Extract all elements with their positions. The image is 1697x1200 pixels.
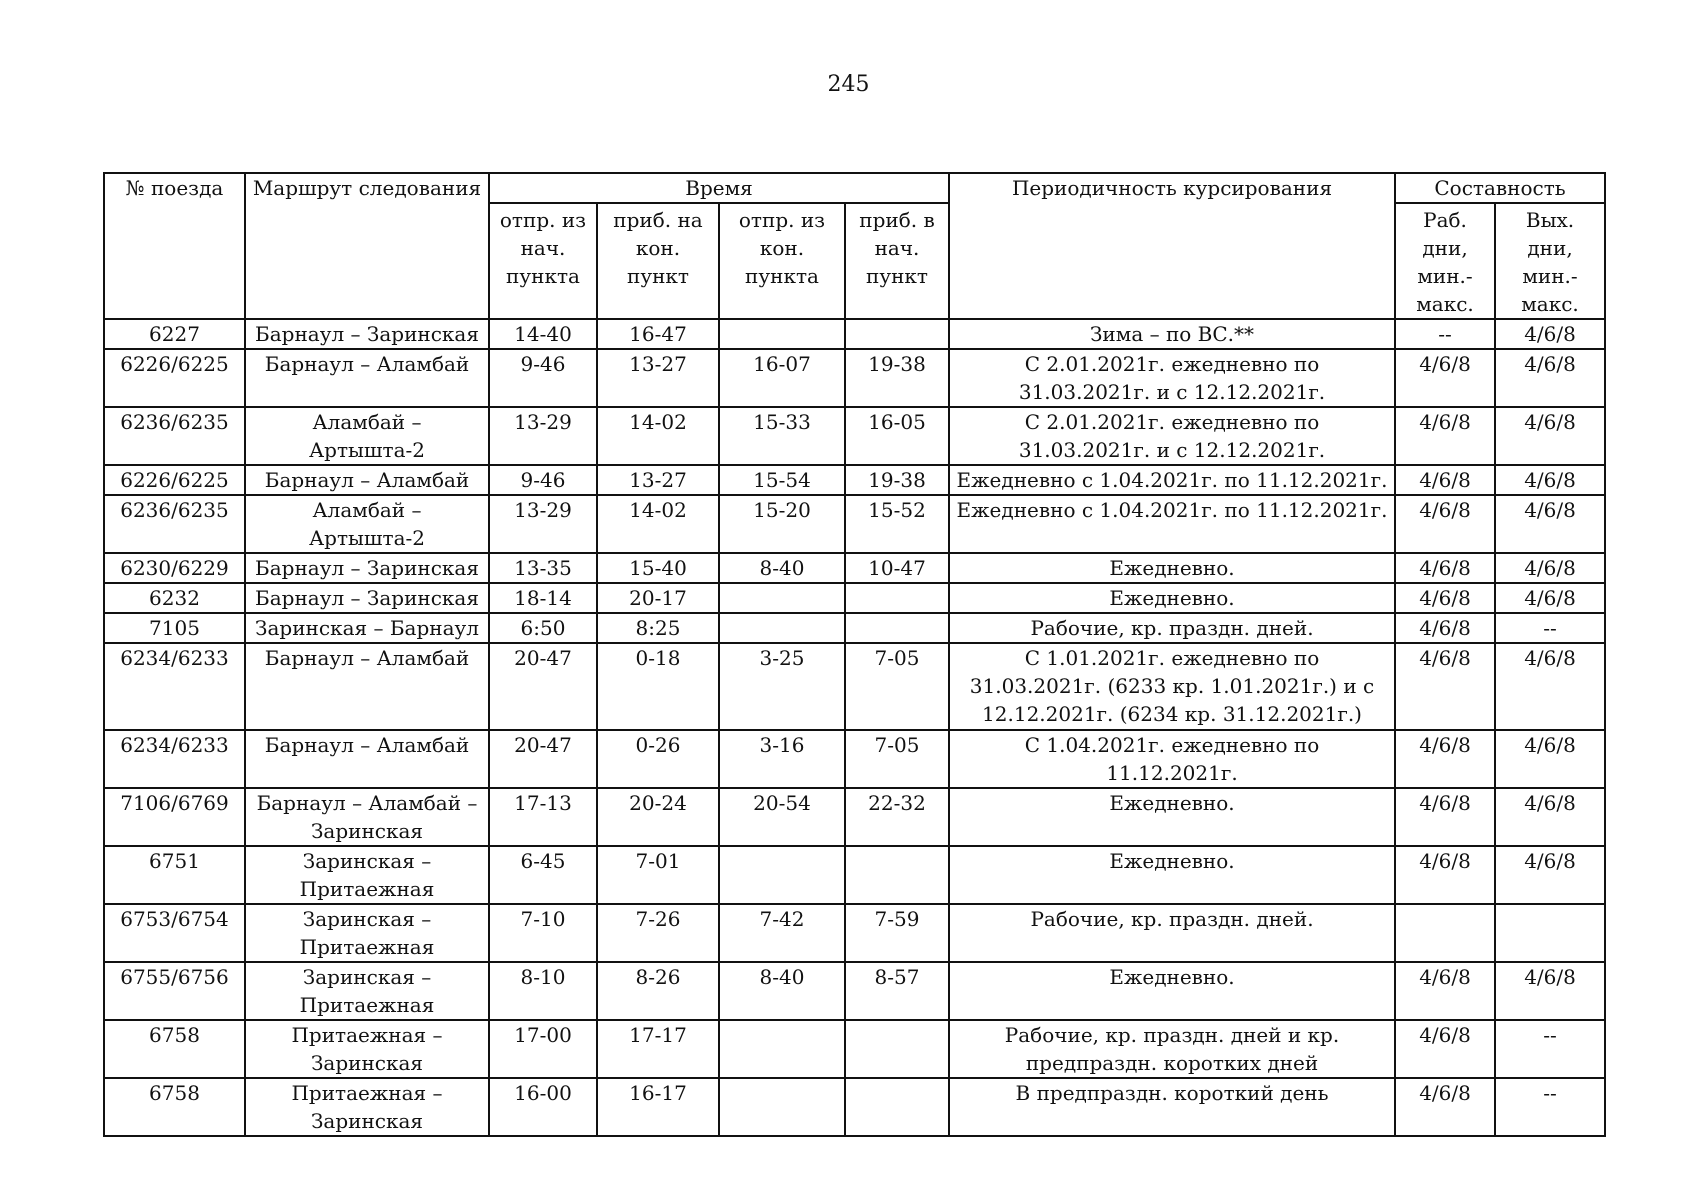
cell-weekend-composition: -- xyxy=(1495,1020,1605,1078)
cell-departure-origin: 16-00 xyxy=(489,1078,597,1136)
cell-weekend-composition xyxy=(1495,904,1605,962)
cell-periodicity: Рабочие, кр. праздн. дней. xyxy=(949,904,1395,962)
cell-arrival-destination: 8:25 xyxy=(597,613,719,643)
cell-arrival-destination: 20-24 xyxy=(597,788,719,846)
cell-arrival-origin: 10-47 xyxy=(845,553,949,583)
header-workdays-composition: Раб. дни, мин.-макс. xyxy=(1395,203,1495,319)
cell-train-no: 7105 xyxy=(104,613,245,643)
cell-train-no: 6226/6225 xyxy=(104,349,245,407)
cell-periodicity: Рабочие, кр. праздн. дней. xyxy=(949,613,1395,643)
table-row xyxy=(104,1078,1605,1136)
cell-train-no: 6758 xyxy=(104,1020,245,1078)
cell-weekend-composition: 4/6/8 xyxy=(1495,465,1605,495)
cell-departure-destination: 3-16 xyxy=(719,730,845,788)
cell-route: Заринская – Притаежная xyxy=(245,962,489,1020)
table-row xyxy=(104,407,1605,465)
cell-departure-destination xyxy=(719,846,845,904)
table-row xyxy=(104,319,1605,349)
cell-arrival-destination: 0-26 xyxy=(597,730,719,788)
cell-periodicity: С 1.01.2021г. ежедневно по 31.03.2021г. (6233 кр. 1.01.2021г.) и с 12.12.2021г. (6234 кр. 31.12.2021г.) xyxy=(949,643,1395,730)
cell-weekend-composition: -- xyxy=(1495,1078,1605,1136)
cell-route: Барнаул – Аламбай xyxy=(245,730,489,788)
cell-workdays-composition: 4/6/8 xyxy=(1395,1078,1495,1136)
cell-weekend-composition: 4/6/8 xyxy=(1495,349,1605,407)
cell-departure-origin: 20-47 xyxy=(489,730,597,788)
table-body xyxy=(104,319,1605,1136)
table-row xyxy=(104,788,1605,846)
cell-departure-destination xyxy=(719,1078,845,1136)
cell-weekend-composition: 4/6/8 xyxy=(1495,962,1605,1020)
cell-arrival-destination: 20-17 xyxy=(597,583,719,613)
cell-arrival-destination: 13-27 xyxy=(597,465,719,495)
cell-arrival-destination: 0-18 xyxy=(597,643,719,730)
cell-departure-origin: 17-00 xyxy=(489,1020,597,1078)
cell-departure-destination: 20-54 xyxy=(719,788,845,846)
cell-departure-origin: 6:50 xyxy=(489,613,597,643)
cell-departure-destination: 8-40 xyxy=(719,962,845,1020)
cell-arrival-destination: 16-17 xyxy=(597,1078,719,1136)
cell-arrival-origin: 7-05 xyxy=(845,730,949,788)
cell-arrival-origin xyxy=(845,846,949,904)
cell-route: Барнаул – Заринская xyxy=(245,553,489,583)
cell-departure-origin: 9-46 xyxy=(489,465,597,495)
header-weekend-composition: Вых. дни, мин.-макс. xyxy=(1495,203,1605,319)
cell-arrival-origin xyxy=(845,583,949,613)
cell-route: Аламбай – Артышта-2 xyxy=(245,495,489,553)
cell-workdays-composition: 4/6/8 xyxy=(1395,643,1495,730)
cell-route: Аламбай – Артышта-2 xyxy=(245,407,489,465)
cell-train-no: 6226/6225 xyxy=(104,465,245,495)
cell-arrival-origin: 8-57 xyxy=(845,962,949,1020)
cell-arrival-destination: 7-26 xyxy=(597,904,719,962)
table-row xyxy=(104,349,1605,407)
cell-periodicity: Ежедневно с 1.04.2021г. по 11.12.2021г. xyxy=(949,495,1395,553)
cell-arrival-origin xyxy=(845,319,949,349)
header-departure-destination: отпр. из кон. пункта xyxy=(719,203,845,319)
cell-arrival-origin: 7-59 xyxy=(845,904,949,962)
cell-departure-origin: 18-14 xyxy=(489,583,597,613)
cell-route: Барнаул – Заринская xyxy=(245,319,489,349)
cell-periodicity: В предпраздн. короткий день xyxy=(949,1078,1395,1136)
cell-arrival-destination: 15-40 xyxy=(597,553,719,583)
table-row xyxy=(104,1020,1605,1078)
table-row xyxy=(104,613,1605,643)
cell-train-no: 6236/6235 xyxy=(104,407,245,465)
header-route: Маршрут следования xyxy=(245,173,489,319)
header-departure-origin: отпр. из нач. пункта xyxy=(489,203,597,319)
table-row xyxy=(104,643,1605,730)
cell-route: Барнаул – Аламбай xyxy=(245,465,489,495)
cell-periodicity: С 2.01.2021г. ежедневно по 31.03.2021г. и с 12.12.2021г. xyxy=(949,349,1395,407)
table-header xyxy=(104,173,1605,319)
cell-weekend-composition: 4/6/8 xyxy=(1495,643,1605,730)
cell-arrival-destination: 14-02 xyxy=(597,495,719,553)
cell-departure-destination xyxy=(719,1020,845,1078)
cell-departure-destination xyxy=(719,613,845,643)
cell-arrival-origin: 19-38 xyxy=(845,349,949,407)
table-row xyxy=(104,583,1605,613)
cell-periodicity: Рабочие, кр. праздн. дней и кр. предпраздн. коротких дней xyxy=(949,1020,1395,1078)
header-arrival-origin: приб. в нач. пункт xyxy=(845,203,949,319)
cell-departure-destination: 15-20 xyxy=(719,495,845,553)
cell-departure-destination: 15-33 xyxy=(719,407,845,465)
cell-route: Заринская – Притаежная xyxy=(245,846,489,904)
cell-periodicity: Ежедневно. xyxy=(949,553,1395,583)
cell-periodicity: Ежедневно. xyxy=(949,788,1395,846)
cell-arrival-origin xyxy=(845,1020,949,1078)
cell-departure-origin: 13-29 xyxy=(489,407,597,465)
cell-workdays-composition: 4/6/8 xyxy=(1395,553,1495,583)
header-time: Время xyxy=(489,173,949,203)
cell-workdays-composition: 4/6/8 xyxy=(1395,583,1495,613)
cell-route: Притаежная – Заринская xyxy=(245,1078,489,1136)
cell-departure-origin: 8-10 xyxy=(489,962,597,1020)
cell-workdays-composition: 4/6/8 xyxy=(1395,407,1495,465)
cell-weekend-composition: 4/6/8 xyxy=(1495,407,1605,465)
cell-workdays-composition: 4/6/8 xyxy=(1395,730,1495,788)
cell-weekend-composition: 4/6/8 xyxy=(1495,553,1605,583)
cell-departure-destination: 16-07 xyxy=(719,349,845,407)
cell-workdays-composition: 4/6/8 xyxy=(1395,1020,1495,1078)
table-row xyxy=(104,904,1605,962)
cell-workdays-composition: 4/6/8 xyxy=(1395,613,1495,643)
cell-workdays-composition: -- xyxy=(1395,319,1495,349)
cell-weekend-composition: 4/6/8 xyxy=(1495,319,1605,349)
page-number: 245 xyxy=(827,72,870,97)
cell-workdays-composition: 4/6/8 xyxy=(1395,465,1495,495)
cell-workdays-composition: 4/6/8 xyxy=(1395,846,1495,904)
header-composition: Составность xyxy=(1395,173,1605,203)
cell-train-no: 6230/6229 xyxy=(104,553,245,583)
cell-periodicity: Ежедневно. xyxy=(949,846,1395,904)
cell-train-no: 6755/6756 xyxy=(104,962,245,1020)
cell-departure-origin: 14-40 xyxy=(489,319,597,349)
cell-departure-destination xyxy=(719,583,845,613)
cell-arrival-origin: 7-05 xyxy=(845,643,949,730)
table-row xyxy=(104,495,1605,553)
cell-departure-origin: 20-47 xyxy=(489,643,597,730)
cell-train-no: 6234/6233 xyxy=(104,730,245,788)
cell-route: Притаежная – Заринская xyxy=(245,1020,489,1078)
cell-route: Заринская – Притаежная xyxy=(245,904,489,962)
train-schedule-table xyxy=(103,172,1606,1137)
cell-periodicity: Зима – по ВС.** xyxy=(949,319,1395,349)
cell-train-no: 6234/6233 xyxy=(104,643,245,730)
cell-departure-destination xyxy=(719,319,845,349)
cell-departure-destination: 3-25 xyxy=(719,643,845,730)
cell-weekend-composition: 4/6/8 xyxy=(1495,583,1605,613)
cell-route: Барнаул – Аламбай xyxy=(245,349,489,407)
cell-periodicity: Ежедневно. xyxy=(949,962,1395,1020)
cell-weekend-composition: 4/6/8 xyxy=(1495,730,1605,788)
cell-train-no: 6751 xyxy=(104,846,245,904)
table-row xyxy=(104,730,1605,788)
cell-departure-origin: 13-29 xyxy=(489,495,597,553)
cell-departure-destination: 7-42 xyxy=(719,904,845,962)
cell-departure-origin: 7-10 xyxy=(489,904,597,962)
cell-workdays-composition: 4/6/8 xyxy=(1395,495,1495,553)
cell-arrival-destination: 14-02 xyxy=(597,407,719,465)
cell-train-no: 7106/6769 xyxy=(104,788,245,846)
cell-departure-origin: 13-35 xyxy=(489,553,597,583)
cell-arrival-destination: 16-47 xyxy=(597,319,719,349)
cell-weekend-composition: 4/6/8 xyxy=(1495,846,1605,904)
cell-periodicity: Ежедневно. xyxy=(949,583,1395,613)
cell-weekend-composition: -- xyxy=(1495,613,1605,643)
cell-periodicity: С 1.04.2021г. ежедневно по 11.12.2021г. xyxy=(949,730,1395,788)
cell-periodicity: Ежедневно с 1.04.2021г. по 11.12.2021г. xyxy=(949,465,1395,495)
cell-train-no: 6236/6235 xyxy=(104,495,245,553)
cell-periodicity: С 2.01.2021г. ежедневно по 31.03.2021г. и с 12.12.2021г. xyxy=(949,407,1395,465)
cell-arrival-origin: 22-32 xyxy=(845,788,949,846)
cell-train-no: 6227 xyxy=(104,319,245,349)
header-train-no: № поезда xyxy=(104,173,245,319)
cell-arrival-destination: 7-01 xyxy=(597,846,719,904)
cell-route: Заринская – Барнаул xyxy=(245,613,489,643)
cell-arrival-origin: 19-38 xyxy=(845,465,949,495)
table-row xyxy=(104,553,1605,583)
cell-workdays-composition: 4/6/8 xyxy=(1395,349,1495,407)
cell-route: Барнаул – Аламбай xyxy=(245,643,489,730)
cell-arrival-destination: 8-26 xyxy=(597,962,719,1020)
cell-route: Барнаул – Заринская xyxy=(245,583,489,613)
cell-departure-origin: 6-45 xyxy=(489,846,597,904)
table-row xyxy=(104,962,1605,1020)
header-periodicity: Периодичность курсирования xyxy=(949,173,1395,319)
cell-arrival-origin: 16-05 xyxy=(845,407,949,465)
cell-route: Барнаул – Аламбай – Заринская xyxy=(245,788,489,846)
cell-train-no: 6753/6754 xyxy=(104,904,245,962)
cell-workdays-composition xyxy=(1395,904,1495,962)
cell-workdays-composition: 4/6/8 xyxy=(1395,962,1495,1020)
cell-departure-destination: 8-40 xyxy=(719,553,845,583)
cell-arrival-origin xyxy=(845,1078,949,1136)
cell-departure-destination: 15-54 xyxy=(719,465,845,495)
cell-weekend-composition: 4/6/8 xyxy=(1495,788,1605,846)
header-arrival-destination: приб. на кон. пункт xyxy=(597,203,719,319)
cell-arrival-origin: 15-52 xyxy=(845,495,949,553)
cell-departure-origin: 9-46 xyxy=(489,349,597,407)
cell-train-no: 6758 xyxy=(104,1078,245,1136)
cell-train-no: 6232 xyxy=(104,583,245,613)
table-row xyxy=(104,465,1605,495)
cell-workdays-composition: 4/6/8 xyxy=(1395,788,1495,846)
cell-arrival-destination: 13-27 xyxy=(597,349,719,407)
cell-arrival-destination: 17-17 xyxy=(597,1020,719,1078)
cell-departure-origin: 17-13 xyxy=(489,788,597,846)
cell-weekend-composition: 4/6/8 xyxy=(1495,495,1605,553)
cell-arrival-origin xyxy=(845,613,949,643)
table-row xyxy=(104,846,1605,904)
